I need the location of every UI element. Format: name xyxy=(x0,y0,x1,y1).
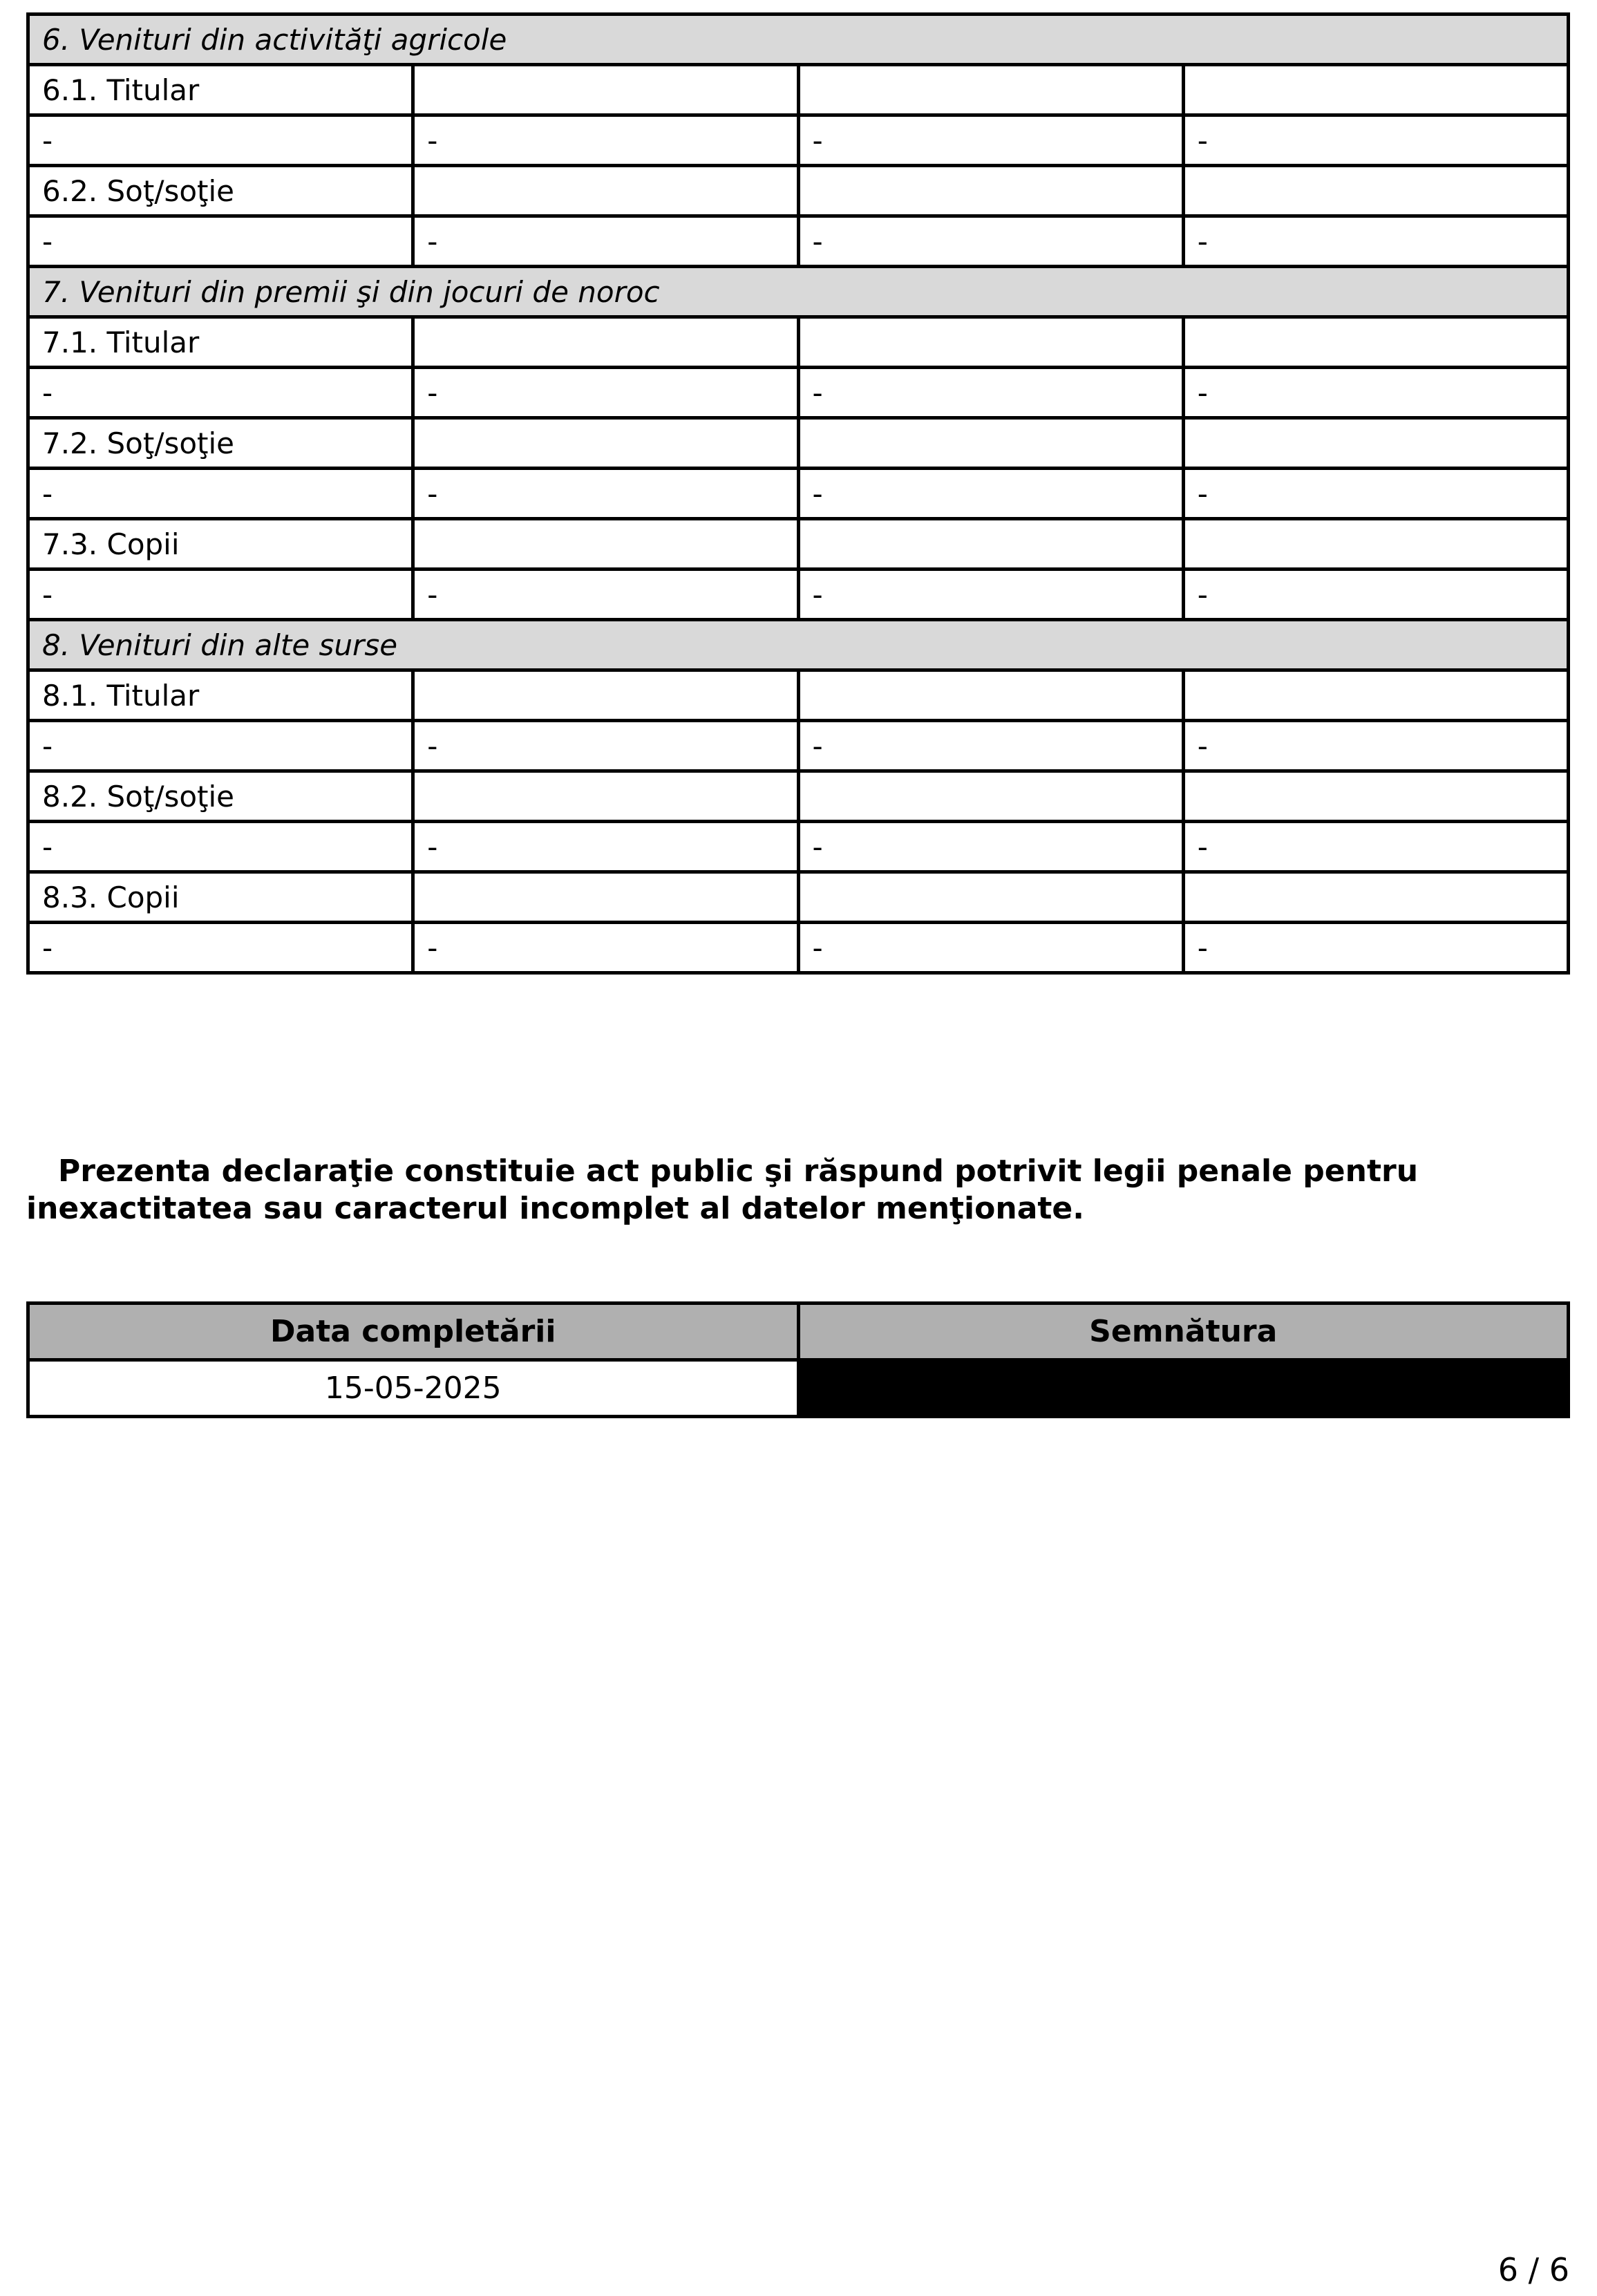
signature-header: Semnătura xyxy=(798,1304,1569,1360)
table-row xyxy=(28,721,1569,771)
group-row xyxy=(28,166,1569,216)
table-row xyxy=(28,368,1569,418)
table-cell: - xyxy=(413,216,798,267)
table-row xyxy=(28,923,1569,973)
empty-cell xyxy=(798,317,1183,368)
table-cell: - xyxy=(1183,469,1568,519)
empty-cell xyxy=(1183,771,1568,822)
empty-cell xyxy=(798,670,1183,721)
table-cell: - xyxy=(28,923,413,973)
empty-cell xyxy=(413,65,798,115)
table-row xyxy=(28,469,1569,519)
table-row xyxy=(28,115,1569,166)
table-row xyxy=(28,216,1569,267)
table-cell: - xyxy=(1183,923,1568,973)
group-label: 8.1. Titular xyxy=(28,670,413,721)
table-cell: - xyxy=(798,923,1183,973)
table-cell: - xyxy=(1183,822,1568,872)
empty-cell xyxy=(798,418,1183,469)
empty-cell xyxy=(798,519,1183,570)
group-row xyxy=(28,872,1569,923)
group-label: 7.2. Soţ/soţie xyxy=(28,418,413,469)
completion-date: 15-05-2025 xyxy=(28,1360,799,1417)
table-cell: - xyxy=(28,822,413,872)
table-cell: - xyxy=(413,570,798,620)
empty-cell xyxy=(798,65,1183,115)
group-row xyxy=(28,771,1569,822)
table-row xyxy=(28,822,1569,872)
empty-cell xyxy=(798,872,1183,923)
group-row xyxy=(28,418,1569,469)
group-row xyxy=(28,65,1569,115)
table-cell: - xyxy=(413,923,798,973)
empty-cell xyxy=(1183,166,1568,216)
table-cell: - xyxy=(798,822,1183,872)
empty-cell xyxy=(1183,519,1568,570)
table-cell: - xyxy=(413,469,798,519)
table-cell: - xyxy=(1183,115,1568,166)
declaration-statement: Prezenta declaraţie constituie act public şi răspund potrivit legii penale pentru inexactitatea sau caracterul incomplet al datelor menţionate. xyxy=(26,1154,1419,1226)
empty-cell xyxy=(413,519,798,570)
table-cell: - xyxy=(28,368,413,418)
table-cell: - xyxy=(28,216,413,267)
table-cell: - xyxy=(413,368,798,418)
empty-cell xyxy=(413,166,798,216)
table-cell: - xyxy=(28,570,413,620)
group-row xyxy=(28,317,1569,368)
page-number: 6 / 6 xyxy=(1497,2251,1569,2289)
signature-table xyxy=(26,1301,1570,1418)
section-title: 7. Venituri din premii şi din jocuri de noroc xyxy=(28,267,1569,317)
table-cell: - xyxy=(1183,570,1568,620)
table-cell: - xyxy=(413,721,798,771)
section-header-row xyxy=(28,267,1569,317)
empty-cell xyxy=(413,317,798,368)
group-label: 8.3. Copii xyxy=(28,872,413,923)
group-label: 7.1. Titular xyxy=(28,317,413,368)
table-cell: - xyxy=(798,368,1183,418)
empty-cell xyxy=(1183,872,1568,923)
table-cell: - xyxy=(1183,368,1568,418)
table-cell: - xyxy=(28,469,413,519)
signature-header-row xyxy=(28,1304,1569,1360)
section-header-row xyxy=(28,15,1569,65)
signature-redacted-block xyxy=(798,1360,1569,1417)
empty-cell xyxy=(1183,670,1568,721)
empty-cell xyxy=(413,670,798,721)
group-label: 6.1. Titular xyxy=(28,65,413,115)
empty-cell xyxy=(1183,65,1568,115)
table-cell: - xyxy=(413,822,798,872)
empty-cell xyxy=(798,166,1183,216)
table-cell: - xyxy=(798,216,1183,267)
table-row xyxy=(28,570,1569,620)
table-cell: - xyxy=(28,721,413,771)
table-cell: - xyxy=(28,115,413,166)
table-cell: - xyxy=(1183,721,1568,771)
group-label: 7.3. Copii xyxy=(28,519,413,570)
empty-cell xyxy=(413,771,798,822)
table-cell: - xyxy=(798,115,1183,166)
group-label: 6.2. Soţ/soţie xyxy=(28,166,413,216)
table-cell: - xyxy=(798,721,1183,771)
signature-value-row xyxy=(28,1360,1569,1417)
section-header-row xyxy=(28,620,1569,670)
group-label: 8.2. Soţ/soţie xyxy=(28,771,413,822)
group-row xyxy=(28,670,1569,721)
group-row xyxy=(28,519,1569,570)
table-cell: - xyxy=(1183,216,1568,267)
empty-cell xyxy=(1183,317,1568,368)
empty-cell xyxy=(798,771,1183,822)
date-header: Data completării xyxy=(28,1304,799,1360)
empty-cell xyxy=(1183,418,1568,469)
empty-cell xyxy=(413,418,798,469)
section-title: 8. Venituri din alte surse xyxy=(28,620,1569,670)
empty-cell xyxy=(413,872,798,923)
table-cell: - xyxy=(413,115,798,166)
table-cell: - xyxy=(798,469,1183,519)
section-title: 6. Venituri din activităţi agricole xyxy=(28,15,1569,65)
income-table xyxy=(26,12,1570,975)
table-cell: - xyxy=(798,570,1183,620)
